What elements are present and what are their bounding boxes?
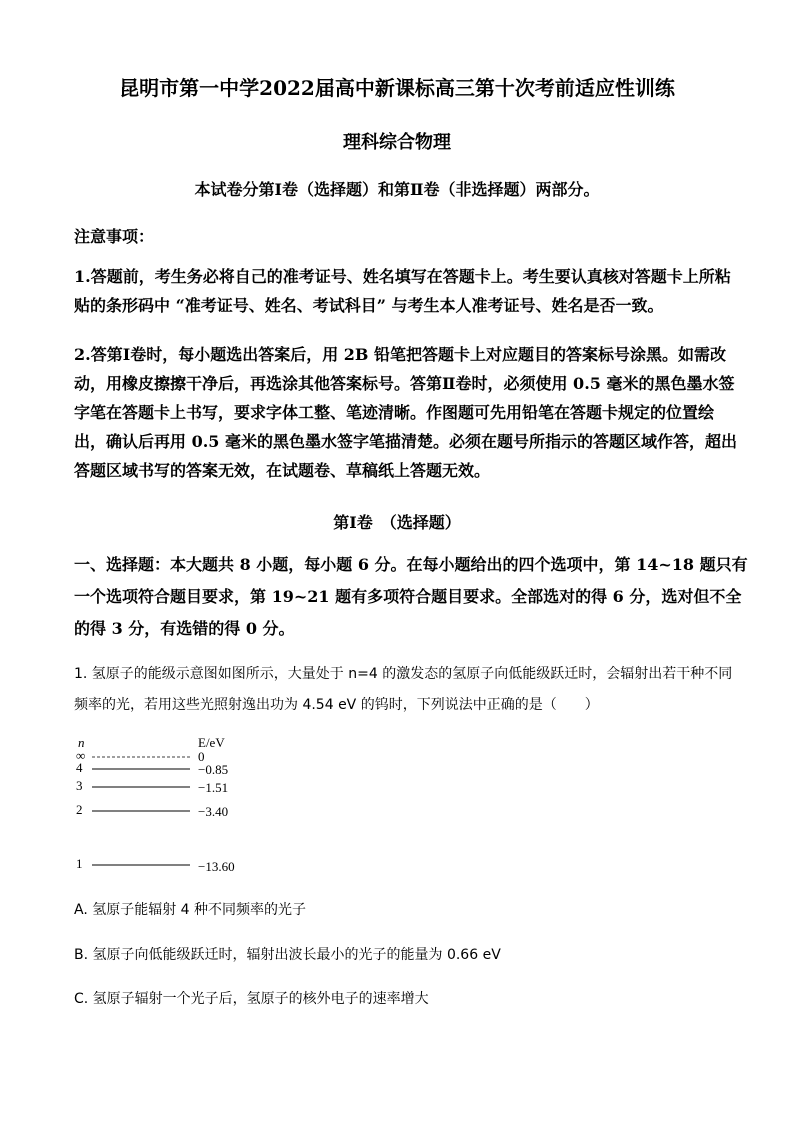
n-axis-label: n xyxy=(78,735,85,750)
level-e-infinity: 0 xyxy=(198,749,205,764)
energy-level-diagram xyxy=(70,732,270,877)
exam-intro: 本试卷分第Ⅰ卷（选择题）和第Ⅱ卷（非选择题）两部分。 xyxy=(194,180,600,199)
question1-option-c: C. 氢原子辐射一个光子后，氢原子的核外电子的速率增大 xyxy=(74,991,429,1007)
level-e-3: −1.51 xyxy=(198,780,229,795)
section-instructions-line1: 一、选择题：本大题共 8 小题，每小题 6 分。在每小题给出的四个选项中，第 14~18 题只有 xyxy=(74,555,748,574)
level-n-2: 2 xyxy=(76,802,83,817)
notice-item1-line1: 1.答题前，考生务必将自己的准考证号、姓名填写在答题卡上。考生要认真核对答题卡上所粘 xyxy=(74,267,731,286)
notice-item1-line2: 贴的条形码中 “准考证号、姓名、考试科目” 与考生本人准考证号、姓名是否一致。 xyxy=(74,296,664,315)
exam-title: 昆明市第一中学2022届高中新课标高三第十次考前适应性训练 xyxy=(119,76,675,100)
question1-stem-line1: 1. 氢原子的能级示意图如图所示，大量处于 n=4 的激发态的氢原子向低能级跃迁时，会辐射出若干种不同 xyxy=(74,666,733,682)
level-e-4: −0.85 xyxy=(198,762,229,777)
notice-heading: 注意事项： xyxy=(74,227,155,246)
notice-item2-line4: 出，确认后再用 0.5 毫米的黑色墨水签字笔描清楚。必须在题号所指示的答题区域作答，超出 xyxy=(74,432,737,451)
notice-item2-line3: 字笔在答题卡上书写，要求字体工整、笔迹清晰。作图题可先用铅笔在答题卡规定的位置绘 xyxy=(74,403,715,422)
notice-item2-line5: 答题区域书写的答案无效，在试题卷、草稿纸上答题无效。 xyxy=(74,461,491,480)
level-n-1: 1 xyxy=(76,856,83,871)
level-n-3: 3 xyxy=(76,778,83,793)
exam-subtitle: 理科综合物理 xyxy=(343,132,451,153)
notice-item2-line1: 2.答第Ⅰ卷时，每小题选出答案后，用 2B 铅笔把答题卡上对应题目的答案标号涂黑。如需改 xyxy=(74,345,726,364)
section-title: 第Ⅰ卷 （选择题） xyxy=(333,513,461,532)
section-instructions-line3: 的得 3 分，有选错的得 0 分。 xyxy=(74,619,295,638)
energy-axis-label: E/eV xyxy=(198,735,225,750)
section-instructions-line2: 一个选项符合题目要求，第 19~21 题有多项符合题目要求。全部选对的得 6 分，选对但不全 xyxy=(74,587,742,606)
notice-item2-line2: 动，用橡皮擦擦干净后，再选涂其他答案标号。答第Ⅱ卷时，必须使用 0.5 毫米的黑色墨水签 xyxy=(74,374,735,393)
question1-option-b: B. 氢原子向低能级跃迁时，辐射出波长最小的光子的能量为 0.66 eV xyxy=(74,947,501,963)
level-e-1: −13.60 xyxy=(198,859,235,874)
level-e-2: −3.40 xyxy=(198,804,229,819)
level-n-infinity: ∞ xyxy=(76,748,86,763)
question1-stem-line2: 频率的光，若用这些光照射逸出功为 4.54 eV 的钨时，下列说法中正确的是（ ） xyxy=(74,697,599,713)
level-n-4: 4 xyxy=(76,760,83,775)
question1-option-a: A. 氢原子能辐射 4 种不同频率的光子 xyxy=(74,902,307,918)
